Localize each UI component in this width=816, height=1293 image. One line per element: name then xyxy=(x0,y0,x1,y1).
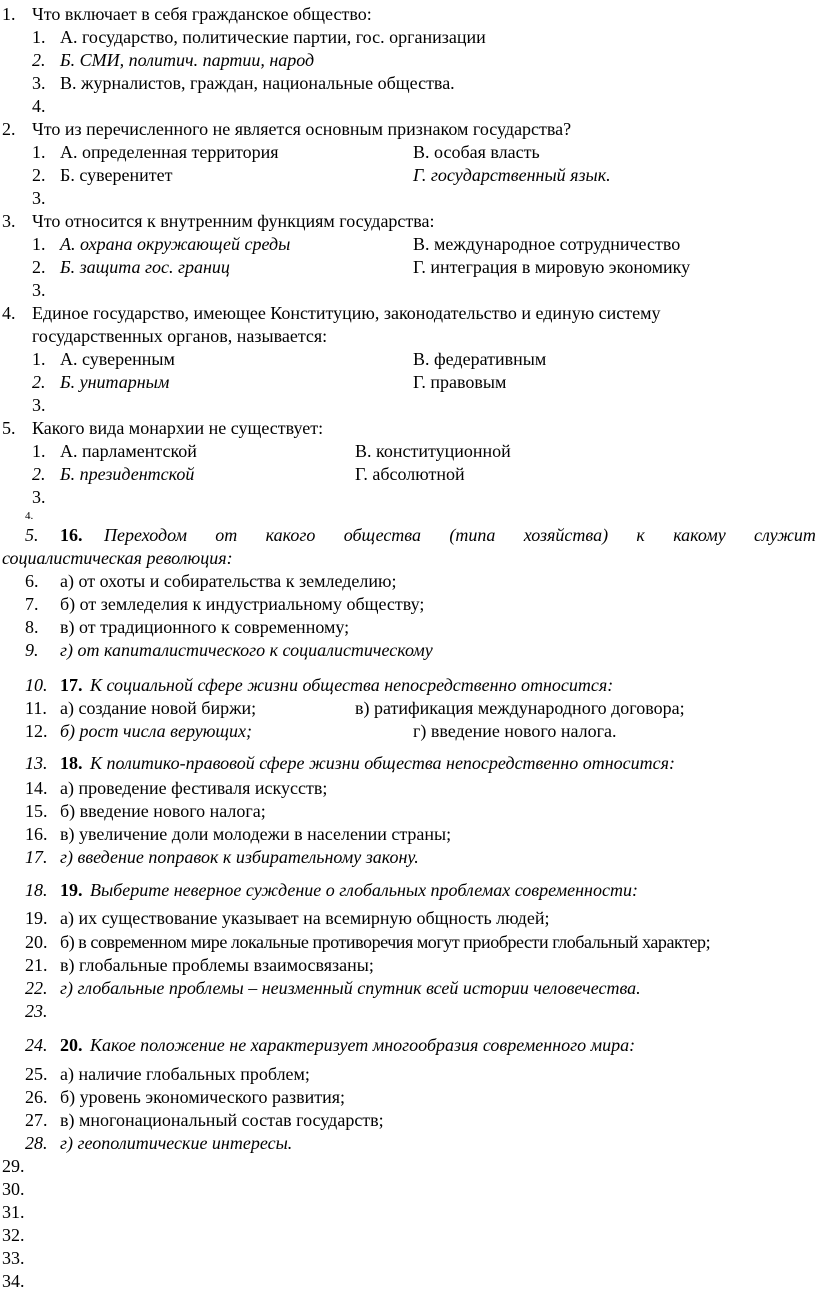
q20-list-number: 28. xyxy=(25,1133,48,1153)
q19-question: Выберите неверное суждение о глобальных проблемах современности: xyxy=(90,880,638,900)
q1-option-number: 2. xyxy=(32,50,46,70)
q3-option-v: В. международное сотрудничество xyxy=(413,234,681,254)
q1-option-number: 4. xyxy=(32,96,46,116)
q5-option-v: В. конституционной xyxy=(355,441,511,461)
q5-option-g: Г. абсолютной xyxy=(355,464,465,484)
q5-question: Какого вида монархии не существует: xyxy=(32,418,324,438)
tail-list-number: 33. xyxy=(2,1248,25,1268)
q3-option-number: 1. xyxy=(32,234,46,254)
q18-option-a: а) проведение фестиваля искусств; xyxy=(60,778,328,798)
q5-option-number: 3. xyxy=(32,487,46,507)
q16-word: служит xyxy=(754,525,816,545)
q19-option-b: б) в современном мире локальные противоречия могут приобрести глобальный характер; xyxy=(60,932,711,952)
q2-question: Что из перечисленного не является основным признаком государства? xyxy=(32,119,572,139)
q17-list-number: 11. xyxy=(25,698,47,718)
q2-option-number: 2. xyxy=(32,165,46,185)
q1-option-a: А. государство, политические партии, гос. организации xyxy=(60,27,486,47)
q19-list-number: 18. xyxy=(25,880,48,900)
q19-list-number: 22. xyxy=(25,978,48,998)
q16-list-number: 7. xyxy=(25,594,39,614)
q17-option-v: в) ратификация международного договора; xyxy=(355,698,685,718)
q1-option-b: Б. СМИ, политич. партии, народ xyxy=(60,50,315,70)
q3-option-number: 2. xyxy=(32,257,46,277)
q20-list-number: 27. xyxy=(25,1110,48,1130)
q4-option-a: А. суверенным xyxy=(60,349,175,369)
q16-word: какому xyxy=(673,525,726,545)
q18-list-number: 13. xyxy=(25,753,48,773)
q18-bold-number: 18. xyxy=(60,753,83,773)
q17-list-number: 12. xyxy=(25,721,48,741)
q16-list-number: 5. xyxy=(25,525,39,545)
q2-option-b: Б. суверенитет xyxy=(60,165,173,185)
q20-question: Какое положение не характеризует многообразия современного мира: xyxy=(90,1035,636,1055)
q19-option-a: а) их существование указывает на всемирную общность людей; xyxy=(60,908,550,928)
q5-option-b: Б. президентской xyxy=(60,464,195,484)
q4-option-number: 2. xyxy=(32,372,46,392)
q5-option-a: А. парламентской xyxy=(60,441,197,461)
q19-bold-number: 19. xyxy=(60,880,83,900)
q16-word: какого xyxy=(265,525,316,545)
q18-list-number: 15. xyxy=(25,801,48,821)
q18-option-b: б) введение нового налога; xyxy=(60,801,266,821)
q16-word: Переходом xyxy=(104,525,187,545)
q16-word: к xyxy=(636,525,645,545)
q18-list-number: 17. xyxy=(25,847,48,867)
q3-option-g: Г. интеграция в мировую экономику xyxy=(413,257,691,277)
q2-option-v: В. особая власть xyxy=(413,142,540,162)
q16-question-line2: социалистическая революция: xyxy=(2,548,233,568)
q4-option-number: 1. xyxy=(32,349,46,369)
q20-option-c: в) многонациональный состав государств; xyxy=(60,1110,384,1130)
tail-list-number: 32. xyxy=(2,1225,25,1245)
tail-list-number: 31. xyxy=(2,1202,25,1222)
q4-option-number: 3. xyxy=(32,395,46,415)
q16-word: хозяйства) xyxy=(523,525,609,545)
q20-option-b: б) уровень экономического развития; xyxy=(60,1087,346,1107)
q3-question: Что относится к внутренним функциям государства: xyxy=(32,211,435,231)
q5-option-number: 2. xyxy=(32,464,46,484)
q16-option-b: б) от земледелия к индустриальному обществу; xyxy=(60,594,425,614)
q1-question: Что включает в себя гражданское общество: xyxy=(32,4,372,24)
q19-list-number: 21. xyxy=(25,955,48,975)
q2-option-number: 3. xyxy=(32,188,46,208)
q4-question-line2: государственных органов, называется: xyxy=(32,326,328,346)
q17-option-b: б) рост числа верующих; xyxy=(60,721,252,741)
q16-option-a: а) от охоты и собирательства к земледелию; xyxy=(60,571,397,591)
q16-word: общества xyxy=(343,525,422,545)
q16-list-number: 6. xyxy=(25,571,39,591)
tail-list-number: 34. xyxy=(2,1271,25,1291)
q3-number: 3. xyxy=(2,211,16,231)
q18-list-number: 14. xyxy=(25,778,48,798)
q17-option-g: г) введение нового налога. xyxy=(413,721,617,741)
q20-list-number: 26. xyxy=(25,1087,48,1107)
q16-list-number: 9. xyxy=(25,640,39,660)
tail-list-number: 29. xyxy=(2,1156,25,1176)
q4-option-b: Б. унитарным xyxy=(60,372,170,392)
q3-option-a: А. охрана окружающей среды xyxy=(60,234,291,254)
q2-number: 2. xyxy=(2,119,16,139)
q16-question-line1 xyxy=(104,525,816,545)
q1-option-number: 1. xyxy=(32,27,46,47)
q20-list-number: 24. xyxy=(25,1035,48,1055)
q18-option-c: в) увеличение доли молодежи в населении страны; xyxy=(60,824,452,844)
q17-bold-number: 17. xyxy=(60,675,83,695)
q17-option-a: а) создание новой биржи; xyxy=(60,698,257,718)
q4-option-g: Г. правовым xyxy=(413,372,507,392)
q19-list-number: 19. xyxy=(25,908,48,928)
tail-list-number: 30. xyxy=(2,1179,25,1199)
q2-option-a: А. определенная территория xyxy=(60,142,279,162)
q4-question-line1: Единое государство, имеющее Конституцию, законодательство и единую систему xyxy=(32,303,661,323)
q18-question: К политико-правовой сфере жизни общества непосредственно относится: xyxy=(90,753,675,773)
q17-question: К социальной сфере жизни общества непосредственно относится: xyxy=(90,675,614,695)
q5-option-number: 1. xyxy=(32,441,46,461)
q3-option-number: 3. xyxy=(32,280,46,300)
q19-option-d: г) глобальные проблемы – неизменный спутник всей истории человечества. xyxy=(60,978,641,998)
q20-bold-number: 20. xyxy=(60,1035,83,1055)
q5-number: 5. xyxy=(2,418,16,438)
q17-list-number: 10. xyxy=(25,675,48,695)
q19-list-number: 23. xyxy=(25,1001,48,1021)
q18-list-number: 16. xyxy=(25,824,48,844)
q16-option-d: г) от капиталистического к социалистическому xyxy=(60,640,433,660)
q18-option-d: г) введение поправок к избирательному закону. xyxy=(60,847,419,867)
q2-option-number: 1. xyxy=(32,142,46,162)
q16-list-number: 8. xyxy=(25,617,39,637)
q16-word: от xyxy=(215,525,238,545)
q19-option-c: в) глобальные проблемы взаимосвязаны; xyxy=(60,955,374,975)
q2-option-g: Г. государственный язык. xyxy=(413,165,611,185)
q1-option-c: В. журналистов, граждан, национальные общества. xyxy=(60,73,455,93)
q4-option-v: В. федеративным xyxy=(413,349,547,369)
q20-list-number: 25. xyxy=(25,1064,48,1084)
q19-list-number: 20. xyxy=(25,932,48,952)
q16-word: (типа xyxy=(449,525,496,545)
q16-option-c: в) от традиционного к современному; xyxy=(60,617,350,637)
q5-option-number-small: 4. xyxy=(25,510,34,522)
q1-option-number: 3. xyxy=(32,73,46,93)
q20-option-a: а) наличие глобальных проблем; xyxy=(60,1064,310,1084)
q1-number: 1. xyxy=(2,4,16,24)
q20-option-d: г) геополитические интересы. xyxy=(60,1133,293,1153)
q3-option-b: Б. защита гос. границ xyxy=(60,257,230,277)
q4-number: 4. xyxy=(2,303,16,323)
q16-bold-number: 16. xyxy=(60,525,83,545)
